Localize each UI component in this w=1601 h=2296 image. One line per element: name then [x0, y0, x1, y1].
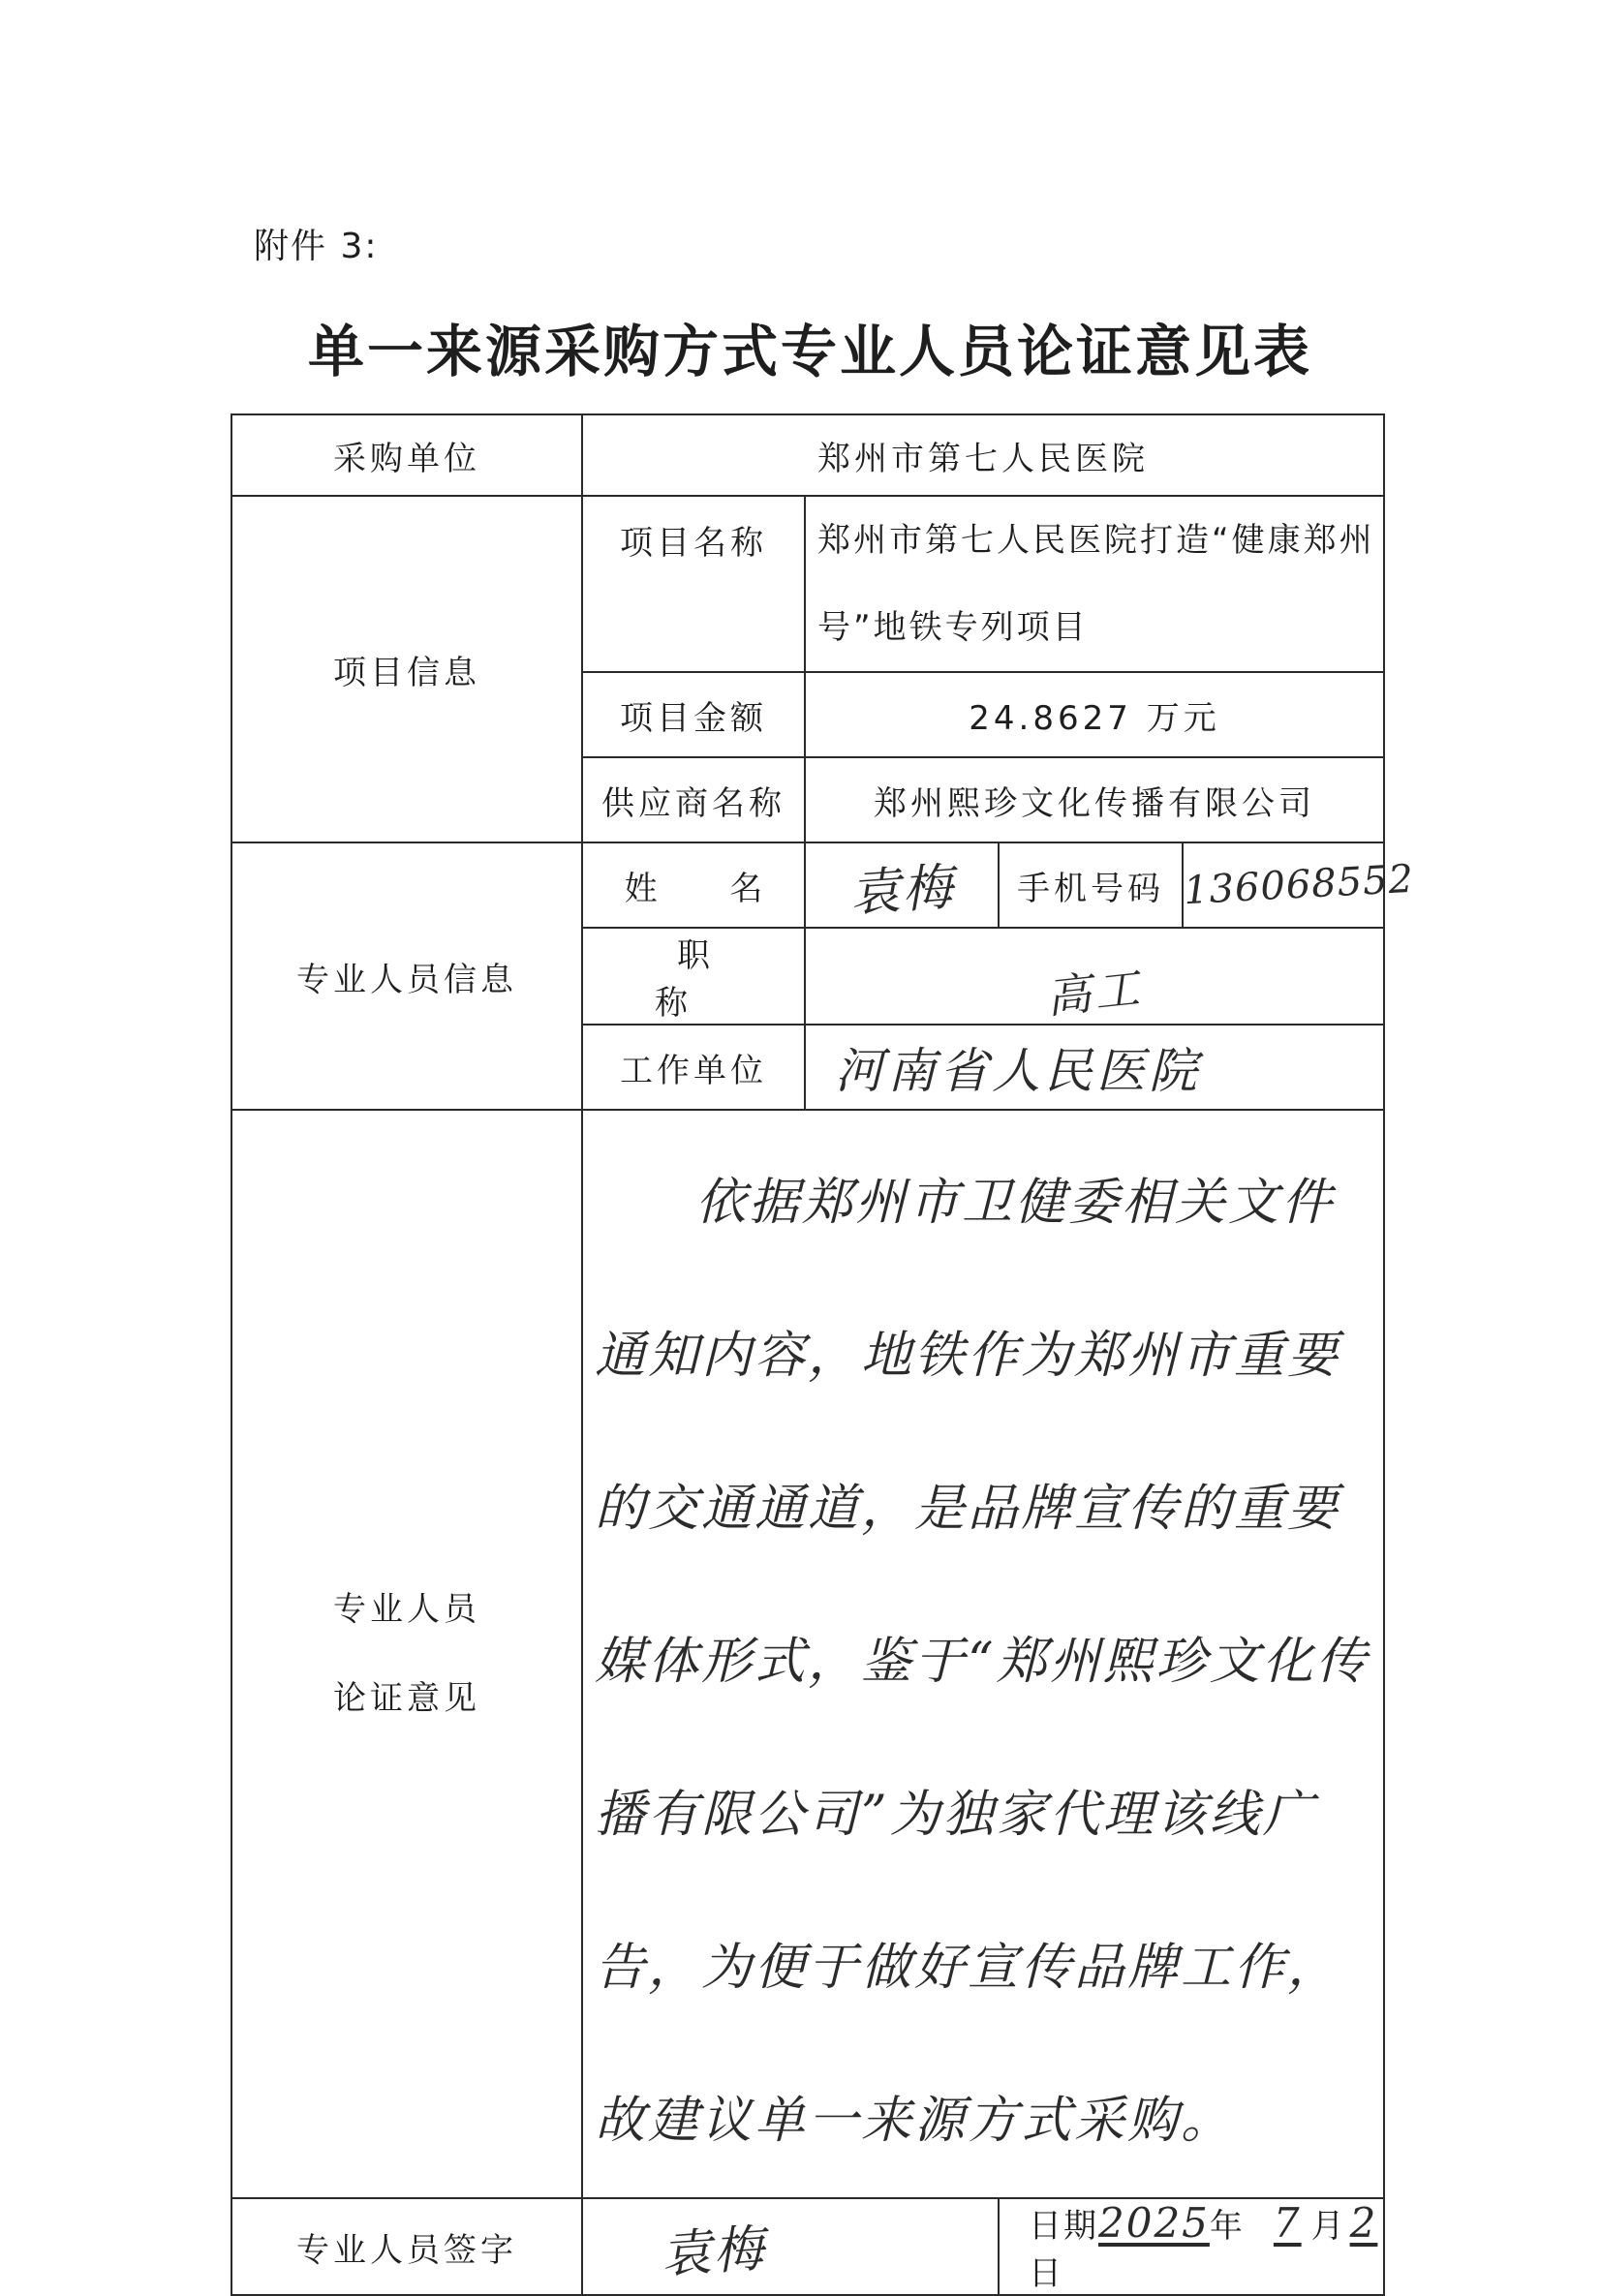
date-cell — [999, 2198, 1384, 2295]
row-expert-name — [231, 842, 1384, 928]
date-month-unit: 月 — [1310, 2207, 1346, 2246]
project-info-label: 项目信息 — [231, 496, 582, 842]
name-label-text: 姓 名 — [624, 869, 794, 908]
project-amount-label: 项目金额 — [582, 672, 805, 757]
procuring-unit-value: 郑州市第七人民医院 — [582, 414, 1384, 496]
supplier-name-label: 供应商名称 — [582, 757, 805, 842]
name-label — [582, 842, 805, 928]
date-month: 7 — [1273, 2199, 1302, 2247]
project-amount-value: 24.8627 万元 — [805, 672, 1384, 757]
date-line — [1000, 2199, 1383, 2294]
signature-value — [582, 2198, 999, 2295]
row-signature — [231, 2198, 1384, 2295]
work-unit-value — [805, 1025, 1384, 1110]
project-name-value: 郑州市第七人民医院打造“健康郑州号”地铁专列项目 — [805, 496, 1384, 672]
form-title: 单一来源采购方式专业人员论证意见表 — [307, 319, 1312, 384]
title-value — [805, 928, 1384, 1025]
work-unit-label: 工作单位 — [582, 1025, 805, 1110]
opinion-label-line1: 专业人员 — [333, 1590, 480, 1629]
work-unit-handwriting: 河南省人民医院 — [835, 1043, 1201, 1099]
row-project-name — [231, 496, 1384, 672]
signature-label: 专业人员签字 — [231, 2198, 582, 2295]
date-year: 2025 — [1098, 2199, 1210, 2247]
opinion-label — [231, 1110, 582, 2198]
procuring-unit-label: 采购单位 — [231, 414, 582, 496]
expert-info-label: 专业人员信息 — [231, 842, 582, 1110]
phone-label: 手机号码 — [999, 842, 1183, 928]
signature-handwriting: 袁梅 — [659, 2219, 768, 2285]
date-day: 2 — [1349, 2199, 1378, 2247]
phone-handwriting: 136068552 — [1182, 856, 1416, 914]
title-label — [582, 928, 805, 1025]
row-procuring-unit — [231, 414, 1384, 496]
row-opinion — [231, 1110, 1384, 2198]
opinion-value — [582, 1110, 1384, 2198]
date-day-unit: 日 — [1029, 2254, 1063, 2293]
argumentation-form-table — [231, 413, 1416, 2296]
title-handwriting: 高工 — [1043, 961, 1146, 1025]
project-name-label — [582, 496, 805, 672]
project-name-label-text: 项目名称 — [620, 524, 767, 563]
date-year-unit: 年 — [1209, 2207, 1245, 2246]
opinion-label-line2: 论证意见 — [333, 1679, 480, 1718]
date-label: 日期 — [1029, 2207, 1098, 2246]
supplier-name-value: 郑州熙珍文化传播有限公司 — [805, 757, 1384, 842]
title-label-text: 职 称 — [655, 936, 754, 1023]
phone-value — [1182, 842, 1416, 928]
attachment-label: 附件 3: — [254, 227, 379, 266]
name-handwriting: 袁梅 — [847, 857, 957, 924]
name-value — [805, 842, 999, 928]
opinion-handwriting: 依据郑州市卫健委相关文件通知内容，地铁作为郑州市重要的交通通道，是品牌宣传的重要媒体形式，鉴于“郑州熙珍文化传播有限公司”为独家代理该线广告，为便于做好宣传品牌工作，故建议单一来源方式采购。 — [595, 1174, 1370, 2150]
